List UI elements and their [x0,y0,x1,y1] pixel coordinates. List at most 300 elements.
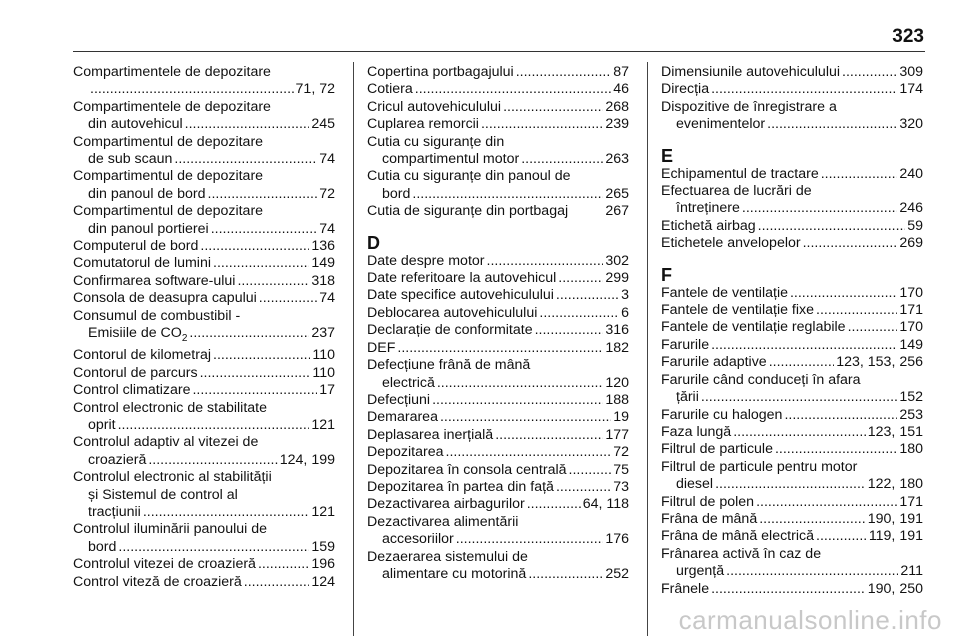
index-entry-term: Farurile cu halogen [661,406,783,423]
index-entry-term: Control climatizare [73,382,191,399]
index-entry [661,424,923,441]
index-page-ref[interactable]: 71, 72 [295,81,335,98]
index-entry-line [661,337,923,354]
watermark: carmanualsonline.info [678,605,942,635]
index-entry [661,81,923,98]
leader-dots [556,287,619,304]
index-entry-text: Defecțiune frână de mână [367,357,531,374]
leader-dots [90,81,294,98]
index-entry-line [661,285,923,302]
index-entry [661,64,923,81]
index-entry-term: Faza lungă [661,423,732,440]
index-entry [367,322,629,339]
index-entry-text: Compartimentul de depozitare [73,203,264,220]
index-entry [367,409,629,426]
index-entry-line [661,476,923,493]
index-entry-term: din autovehicul [88,116,183,133]
index-entry-term: Depozitarea în partea din față [367,478,554,495]
index-entry-line [73,186,335,203]
index-page-ref[interactable]: 121 [311,416,335,433]
index-entry [367,81,629,98]
leader-dots [237,273,309,290]
leader-dots [148,452,277,469]
index-entry-term: Emisiile de $CO_2$ [88,325,188,344]
index-entry [73,273,335,290]
index-entry [73,290,335,307]
index-entry-line [367,270,629,287]
leader-dots [842,64,897,81]
index-entry [73,556,335,573]
index-entry-text: Compartimentele de depozitare [73,98,271,115]
index-entry-line [661,218,923,235]
index-entry-term: Control viteză de croazieră [73,573,242,590]
index-entry [367,392,629,409]
index-page-ref[interactable]: 265 [605,185,629,202]
index-entry [367,203,629,220]
leader-dots [821,166,898,183]
leader-dots [213,347,310,364]
index-page-ref[interactable]: 3 [621,287,629,304]
leader-dots [412,186,603,203]
index-page-ref[interactable]: 149 [899,336,923,353]
index-page-ref[interactable]: 318 [311,272,335,289]
index-entry [367,99,629,116]
index-entry-line [661,166,923,183]
index-entry-text: Farurile când conduceți în afara [661,371,861,388]
index-entry-term: electrică [382,374,435,391]
index-entry-term: Frâna de mână electrică [661,528,814,545]
index-entry-term: întreținere [676,200,740,217]
index-entry-line [73,417,335,434]
index-entry-line [367,64,629,81]
index-page-ref[interactable]: 299 [605,270,629,287]
index-entry [661,235,923,252]
index-entry [661,337,923,354]
index-entry-term: Consola de deasupra capului [73,290,257,307]
index-page-ref[interactable]: 110 [312,364,335,381]
index-entry-term: Cuplarea remorcii [367,116,479,133]
leader-dots [143,504,309,521]
index-entry [73,382,335,399]
leader-dots [539,305,619,322]
leader-dots [726,563,898,580]
leader-dots [174,151,317,168]
index-entry-line [661,64,923,81]
index-entry [367,270,629,287]
index-page-ref[interactable]: 121 [311,503,335,520]
index-entry-term: accesoriilor [382,531,454,548]
leader-dots [503,99,603,116]
index-entry-line [661,407,923,424]
index-entry-line [73,365,335,382]
index-entry [661,183,923,218]
header-rule [73,51,925,52]
index-page-ref[interactable]: 268 [605,98,629,115]
index-entry-line [661,581,923,598]
index-entry-text: și Sistemul de control al [88,486,238,503]
index-entry [73,434,335,469]
leader-dots [816,302,897,319]
index-page-ref[interactable]: 123, 151 [867,423,923,440]
index-entry [367,444,629,461]
index-entry-term: din panoul de bord [88,185,206,202]
leader-dots [758,218,906,235]
index-page-ref[interactable]: 124 [311,573,335,590]
index-entry-text: Cutia cu siguranțe din panoul de [367,168,571,185]
index-entry-term: Confirmarea software-ului [73,272,236,289]
index-page-ref[interactable]: 320 [899,116,923,133]
index-page-ref[interactable]: 149 [311,255,335,272]
index-entry [367,514,629,549]
index-entry-term: alimentare cu motorină [382,565,527,582]
index-page-ref[interactable]: 6 [621,304,629,321]
leader-dots [244,574,310,591]
index-entry-line [73,238,335,255]
index-page-ref[interactable]: 110 [312,347,335,364]
index-entry-term: bord [382,185,411,202]
leader-dots [803,235,898,252]
leader-dots [213,255,309,272]
index-entry-line [73,221,335,238]
leader-dots [701,389,897,406]
index-entry [73,521,335,556]
leader-dots [200,365,311,382]
leader-dots [516,64,612,81]
page-number: 323 [892,26,924,47]
leader-dots [527,496,581,513]
index-page-ref[interactable]: 120 [605,374,629,391]
leader-dots [185,116,310,133]
index-page-ref[interactable]: 74 [319,290,335,307]
leader-dots [192,382,317,399]
index-entry [661,99,923,134]
index-page-ref[interactable]: 180 [899,441,923,458]
index-entry-text: Control electronic de stabilitate [73,399,267,416]
index-entry [73,400,335,435]
index-entry-line [661,319,923,336]
index-entry [661,546,923,581]
index-entry-line [661,302,923,319]
index-entry [367,357,629,392]
index-entry-term: Fantele de ventilație reglabile [661,319,846,336]
index-entry [73,347,335,364]
index-page-ref[interactable]: 196 [311,556,335,573]
index-entry-term: diesel [676,476,714,493]
index-page-ref[interactable]: 245 [311,116,335,133]
index-entry-line [73,325,335,347]
index-page-ref[interactable]: 188 [605,391,629,408]
index-entry-line [367,322,629,339]
index-entry [73,168,335,203]
index-entry-term: Computerul de bord [73,238,199,255]
index-page-ref[interactable]: 72 [319,185,335,202]
index-entry-line [367,375,629,392]
index-page-ref[interactable]: 72 [613,444,629,461]
index-page-ref[interactable]: 64, 118 [582,496,629,513]
index-entry-line [661,528,923,545]
index-entry [367,116,629,133]
index-entry-text: Filtrul de particule pentru motor [661,458,858,475]
leader-dots [556,479,611,496]
index-entry [73,255,335,272]
index-entry-line [661,494,923,511]
index-page-ref[interactable]: 177 [605,426,629,443]
index-entry-text: Controlul iluminării panoului de [73,521,268,538]
leader-dots [208,186,318,203]
index-entry [661,166,923,183]
index-entry-term: urgență [676,563,725,580]
index-entry-term: Fantele de ventilație fixe [661,302,815,319]
index-entry-line [73,452,335,469]
index-entry-term: Declarație de conformitate [367,322,533,339]
index-page-ref[interactable]: 267 [605,203,629,220]
index-entry [73,469,335,521]
leader-dots [481,116,603,133]
index-entry-text: Controlul electronic al stabilității [73,469,272,486]
index-entry-text: Dezaerarea sistemului de [367,548,528,565]
leader-dots [848,319,898,336]
leader-dots [715,476,866,493]
index-page-ref[interactable]: 211 [900,563,923,580]
index-entry-text: Consumul de combustibil - [73,307,241,324]
index-entry-text: Dispozitive de înregistrare a [661,98,837,115]
index-page-ref[interactable]: 171 [899,493,923,510]
index-page-ref[interactable]: 302 [605,252,629,269]
index-entry-line [367,116,629,133]
index-entry-term: Farurile [661,336,710,353]
index-entry-line [661,235,923,252]
index-page-ref[interactable]: 309 [899,64,923,80]
index-page-ref[interactable]: 170 [899,319,923,336]
index-entry [73,99,335,134]
index-entry [367,64,629,81]
index-entry [661,302,923,319]
index-entry [661,494,923,511]
index-entry-line [73,347,335,364]
index-page-ref[interactable]: 269 [899,235,923,252]
index-entry-line [73,290,335,307]
index-entry-line [367,203,629,220]
index-entry-term: țării [676,389,699,406]
column-divider [647,62,648,636]
index-page-ref[interactable]: 136 [311,238,335,255]
index-entry-term: Contorul de kilometraj [73,347,211,364]
index-page-ref[interactable]: 152 [899,389,923,406]
index-letter-heading: D [367,232,380,253]
index-entry [73,574,335,591]
index-page-ref[interactable]: 124, 199 [279,451,335,468]
index-entry-line [661,116,923,133]
index-entry-line [367,444,629,461]
index-page-ref[interactable]: 170 [899,284,923,301]
index-entry-term: DEF [367,339,396,356]
index-entry-line [661,441,923,458]
index-entry-line [661,81,923,98]
index-column-3 [661,64,923,598]
index-page-ref[interactable]: 17 [319,382,335,399]
index-entry-text: Compartimentul de depozitare [73,133,264,150]
index-page-ref[interactable]: 253 [899,406,923,423]
index-page-ref[interactable]: 73 [613,478,629,495]
index-page-ref[interactable]: 252 [605,565,629,582]
index-page-ref[interactable]: 171 [899,302,923,319]
index-page-ref[interactable]: 159 [311,538,335,555]
index-entry-line [367,151,629,168]
index-page-ref[interactable]: 119, 191 [868,528,923,545]
index-page-ref[interactable]: 174 [899,81,923,98]
leader-dots [495,427,603,444]
index-entry-line [367,305,629,322]
index-page-ref[interactable]: 19 [613,409,629,426]
index-page-ref[interactable]: 123, 153, 256 [836,354,923,371]
leader-dots [200,238,309,255]
index-entry-text: Efectuarea de lucrări de [661,183,812,200]
leader-dots [211,221,318,238]
leader-dots [432,392,603,409]
index-entry-line [73,556,335,573]
index-entry-text: Compartimentele de depozitare [73,64,271,80]
leader-dots [742,200,897,217]
leader-dots [756,494,897,511]
index-entry-line [661,563,923,580]
index-entry-term: Farurile adaptive [661,354,767,371]
leader-dots [784,407,897,424]
index-entry [661,407,923,424]
index-entry-line [661,424,923,441]
index-page-ref[interactable]: 237 [311,325,335,342]
index-entry-term: Cutia de siguranțe din portbagaj [367,203,569,220]
index-entry [73,134,335,169]
leader-dots [456,531,604,548]
index-entry-line [661,200,923,217]
index-page-ref[interactable]: 87 [613,64,629,80]
index-entry-term: Etichetă airbag [661,217,756,234]
index-entry-term: Frâna de mână [661,510,758,527]
index-entry-term: Demararea [367,409,438,426]
leader-dots [521,151,603,168]
index-entry-line [73,574,335,591]
leader-dots [118,417,310,434]
leader-dots [528,566,603,583]
index-entry [367,462,629,479]
index-entry-line [73,273,335,290]
index-entry [661,511,923,528]
index-entry-text: Compartimentul de depozitare [73,168,264,185]
index-entry [73,308,335,348]
index-page-ref[interactable]: 240 [899,165,923,182]
index-page-ref[interactable]: 190, 191 [867,510,923,527]
index-page-ref[interactable]: 59 [907,217,923,234]
index-entry-line [367,496,629,513]
index-entry [73,238,335,255]
index-entry [661,372,923,407]
index-entry [367,340,629,357]
index-entry-term: Filtrul de polen [661,493,755,510]
index-entry-term: Deblocarea autovehiculului [367,304,538,321]
leader-dots [733,424,866,441]
index-entry [367,134,629,169]
index-entry-term: Defecțiuni [367,391,431,408]
index-entry-term: Date despre motor [367,252,485,269]
leader-dots [569,462,612,479]
index-page-ref[interactable]: 246 [899,200,923,217]
column-divider [353,62,354,636]
index-letter-heading: E [661,145,674,166]
index-entry-term: Frânele [661,580,710,597]
leader-dots [189,325,309,342]
index-entry-line [367,340,629,357]
index-page-ref[interactable]: 122, 180 [867,476,923,493]
index-page-ref[interactable]: 46 [613,81,629,98]
index-entry [367,287,629,304]
index-entry-term: Contorul de parcurs [73,364,198,381]
index-page-ref[interactable]: 263 [605,151,629,168]
index-page-ref[interactable]: 75 [613,461,629,478]
index-entry [367,496,629,513]
index-entry-text: Dezactivarea alimentării [367,513,519,530]
index-entry-line [367,99,629,116]
index-entry-term: Dezactivarea airbagurilor [367,496,525,513]
subscript: 2 [181,332,188,344]
leader-dots [535,322,604,339]
index-page-ref[interactable]: 176 [605,531,629,548]
leader-dots [769,354,835,371]
index-entry-term: bord [88,538,117,555]
index-entry-line [367,186,629,203]
index-entry-line [661,511,923,528]
index-page-ref[interactable]: 182 [605,339,629,356]
index-entry [661,459,923,494]
index-page-ref[interactable]: 74 [319,220,335,237]
index-entry-line [367,287,629,304]
index-entry-term: Date specifice autovehiculului [367,287,554,304]
index-entry [367,168,629,203]
leader-dots [711,581,866,598]
leader-dots [711,337,897,354]
index-entry-line [367,531,629,548]
index-entry-line [367,253,629,270]
index-entry [661,319,923,336]
leader-dots [397,340,603,357]
index-page-ref[interactable]: 316 [605,322,629,339]
index-entry-term: Filtrul de particule [661,441,773,458]
index-page-ref[interactable]: 74 [319,151,335,168]
index-entry-term: evenimentelor [676,116,766,133]
leader-dots [437,375,603,392]
index-entry-term: de sub scaun [88,151,173,168]
index-entry-text: Controlul adaptiv al vitezei de [73,434,259,451]
leader-dots [118,539,309,556]
index-entry-term: Copertina portbagajului [367,64,514,80]
index-entry-text: Frânarea activă în caz de [661,545,822,562]
index-page-ref[interactable]: 190, 250 [867,580,923,597]
index-entry [367,253,629,270]
index-entry-line [367,462,629,479]
index-page-ref[interactable]: 239 [605,116,629,133]
index-entry-line [73,81,335,98]
index-entry [661,354,923,371]
index-entry-line [73,504,335,521]
index-entry-term: Depozitarea [367,444,444,461]
index-entry-line [367,427,629,444]
leader-dots [258,556,309,573]
index-entry-line [367,392,629,409]
leader-dots [446,444,612,461]
index-entry-line [367,479,629,496]
index-column-1 [73,64,335,591]
index-entry [661,528,923,545]
index-entry-line [73,539,335,556]
